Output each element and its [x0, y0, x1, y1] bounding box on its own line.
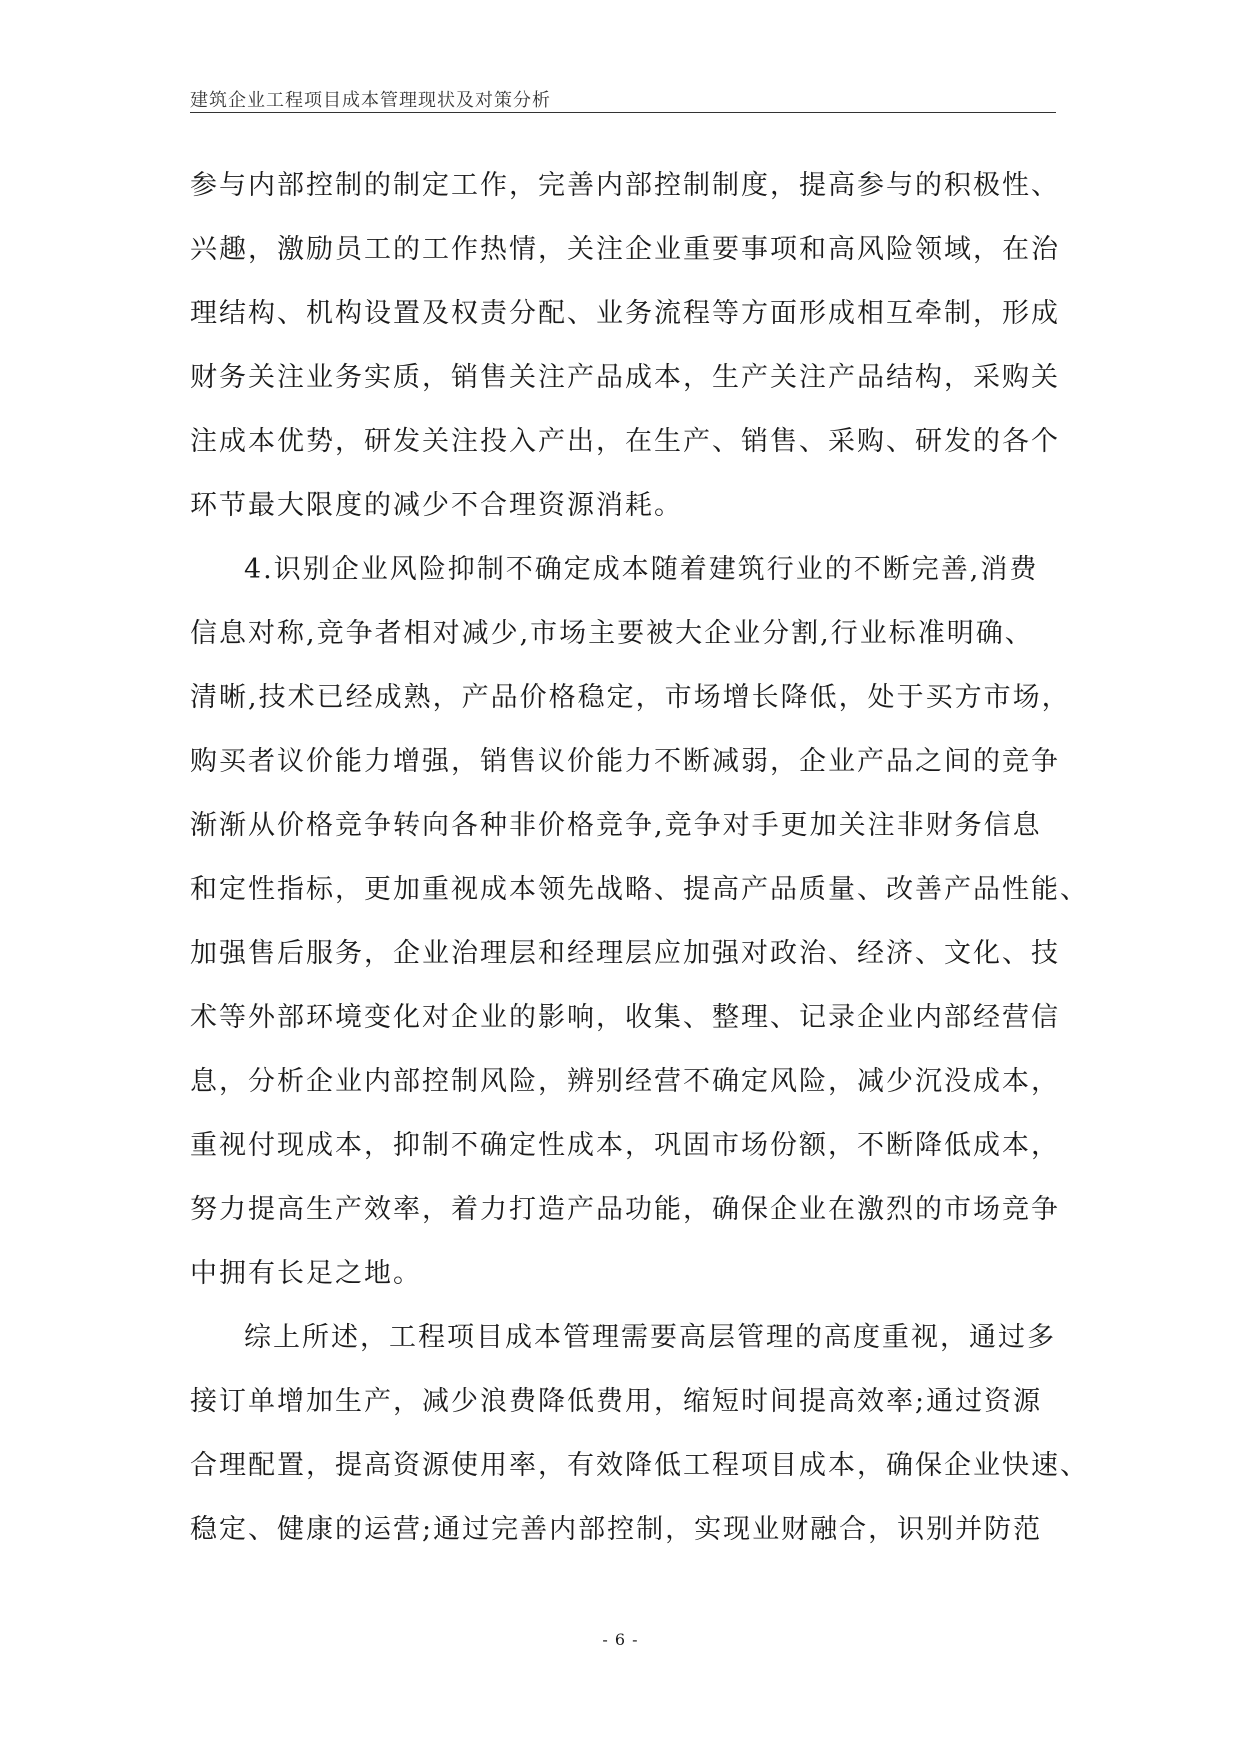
text-line: 息，分析企业内部控制风险，辨别经营不确定风险，减少沉没成本，	[190, 1066, 1060, 1097]
text-line: 4.识别企业风险抑制不确定成本随着建筑行业的不断完善,消费	[244, 554, 1039, 585]
text-line: 清晰,技术已经成熟，产品价格稳定，市场增长降低，处于买方市场，	[190, 682, 1071, 713]
text-line: 接订单增加生产，减少浪费降低费用，缩短时间提高效率;通过资源	[190, 1386, 1043, 1417]
text-line: 综上所述，工程项目成本管理需要高层管理的高度重视，通过多	[244, 1322, 1056, 1353]
page-number: - 6 -	[602, 1630, 639, 1649]
text-line: 术等外部环境变化对企业的影响，收集、整理、记录企业内部经营信	[190, 1002, 1060, 1033]
body-text	[190, 158, 1089, 1566]
text-line: 信息对称,竞争者相对减少,市场主要被大企业分割,行业标准明确、	[190, 618, 1034, 649]
text-line: 中拥有长足之地。	[190, 1258, 422, 1289]
text-line: 环节最大限度的减少不合理资源消耗。	[190, 490, 683, 521]
running-header: 建筑企业工程项目成本管理现状及对策分析	[190, 90, 551, 111]
text-line: 财务关注业务实质，销售关注产品成本，生产关注产品结构，采购关	[190, 362, 1060, 393]
text-line: 理结构、机构设置及权责分配、业务流程等方面形成相互牵制，形成	[190, 298, 1060, 329]
text-line: 努力提高生产效率，着力打造产品功能，确保企业在激烈的市场竞争	[190, 1194, 1060, 1225]
text-line: 稳定、健康的运营;通过完善内部控制，实现业财融合，识别并防范	[190, 1514, 1043, 1545]
text-line: 注成本优势，研发关注投入产出，在生产、销售、采购、研发的各个	[190, 426, 1060, 457]
text-line: 兴趣，激励员工的工作热情，关注企业重要事项和高风险领域，在治	[190, 234, 1060, 265]
text-line: 加强售后服务，企业治理层和经理层应加强对政治、经济、文化、技	[190, 938, 1060, 969]
text-line: 渐渐从价格竞争转向各种非价格竞争,竞争对手更加关注非财务信息	[190, 810, 1042, 841]
text-line: 和定性指标，更加重视成本领先战略、提高产品质量、改善产品性能、	[190, 874, 1089, 905]
text-line: 重视付现成本，抑制不确定性成本，巩固市场份额，不断降低成本，	[190, 1130, 1060, 1161]
header-rule	[190, 112, 1056, 113]
text-line: 购买者议价能力增强，销售议价能力不断减弱，企业产品之间的竞争	[190, 746, 1060, 777]
text-line: 合理配置，提高资源使用率，有效降低工程项目成本，确保企业快速、	[190, 1450, 1089, 1481]
text-line: 参与内部控制的制定工作，完善内部控制制度，提高参与的积极性、	[190, 170, 1060, 201]
